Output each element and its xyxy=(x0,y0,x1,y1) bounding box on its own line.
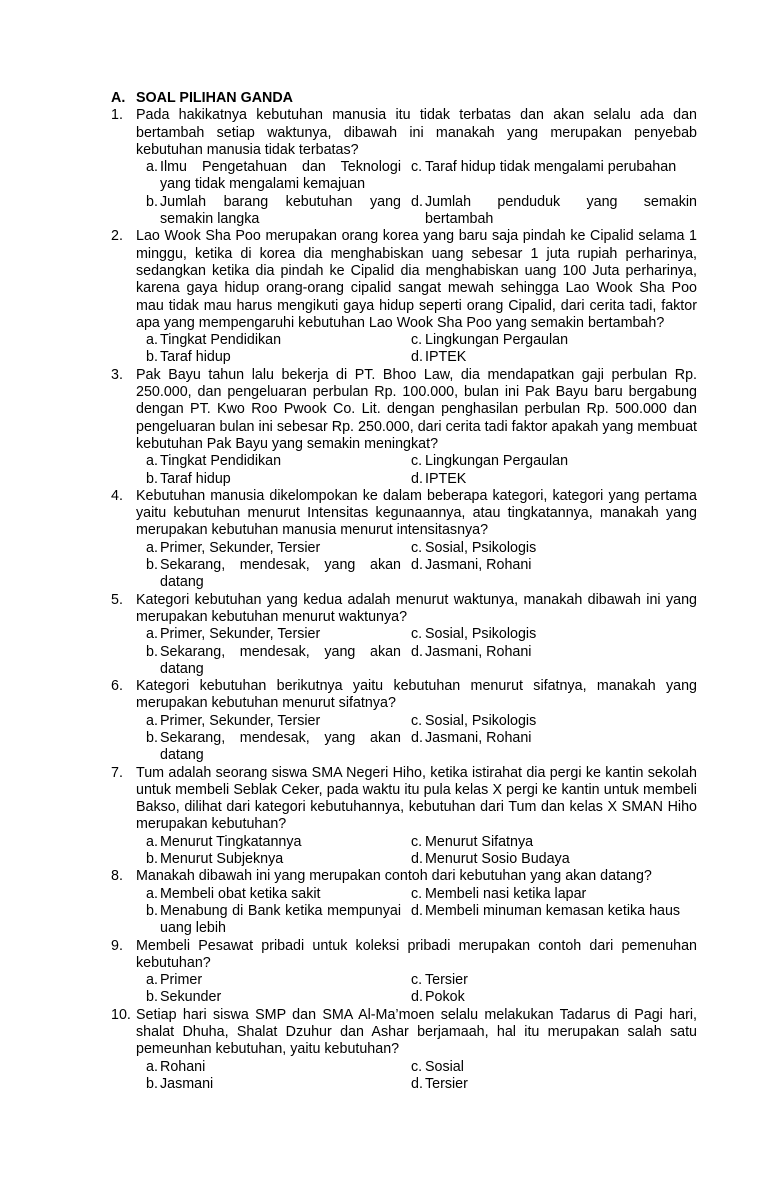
option-label: d. xyxy=(411,643,423,660)
option-text: Taraf hidup xyxy=(160,349,231,366)
option-label: d. xyxy=(411,989,423,1006)
option-text: Sosial xyxy=(425,1058,464,1075)
option-text: Tingkat Pendidikan xyxy=(160,453,282,470)
question-number: 3. xyxy=(111,366,123,383)
option-text: Jasmani, Rohani xyxy=(425,643,532,660)
option-label: d. xyxy=(411,729,423,746)
option-label: b. xyxy=(146,643,158,660)
option-label: b. xyxy=(146,902,158,919)
option-label: c. xyxy=(411,332,423,349)
question-text: Lao Wook Sha Poo merupakan orang korea yang baru saja pindah ke Cipalid selama 1 minggu, ketika di korea dia menghabiskan uang sebesar 1 juta rupiah perharinya, sedangkan ketika dia pindah ke Cipalid dia menghabiskan uang 100 Juta perharinya, karena gaya hidup orang-orang cipalid sangat mewah sehingga Lao Wook Sha Poo mau tidak mau harus mengikuti gaya hidup seperti orang Cipalid, dari cerita tadi, faktor apa yang mempengaruhi kebutuhan Lao Wook Sha Poo yang semakin bertambah? xyxy=(136,228,697,331)
option-text: IPTEK xyxy=(425,470,467,487)
question-body xyxy=(136,1007,697,1093)
option-label: a. xyxy=(146,159,158,176)
question-body xyxy=(136,765,697,869)
answer-options xyxy=(146,332,697,367)
option-label: c. xyxy=(411,626,423,643)
question-text: Kategori kebutuhan berikutnya yaitu kebutuhan menurut sifatnya, manakah yang merupakan kebutuhan menurut sifatnya? xyxy=(136,678,697,712)
question-item xyxy=(111,1007,697,1093)
option-label: d. xyxy=(411,851,423,868)
option-text: Tingkat Pendidikan xyxy=(160,332,282,349)
question-number: 10. xyxy=(111,1006,131,1023)
option-label: a. xyxy=(146,453,158,470)
option-label: b. xyxy=(146,557,158,574)
answer-options xyxy=(146,159,697,228)
option-text: Jasmani, Rohani xyxy=(425,729,532,746)
option-text: Menabung di Bank ketika mempunyai uang lebih xyxy=(160,902,401,937)
question-body xyxy=(136,678,697,764)
option-text: Membeli minuman kemasan ketika haus xyxy=(425,902,681,919)
option-text: Sosial, Psikologis xyxy=(425,712,537,729)
option-text: Rohani xyxy=(160,1058,206,1075)
option-text: Sekarang, mendesak, yang akan datang xyxy=(160,557,401,591)
question-number: 5. xyxy=(111,591,123,608)
option-label: a. xyxy=(146,972,158,989)
option-label: b. xyxy=(146,470,158,487)
option-label: a. xyxy=(146,885,158,902)
option-text: Taraf hidup xyxy=(160,470,231,487)
option-text: Sekunder xyxy=(160,989,222,1006)
section-label: A. xyxy=(111,90,126,106)
option-label: d. xyxy=(411,902,423,919)
question-item xyxy=(111,367,697,488)
option-text: Primer, Sekunder, Tersier xyxy=(160,712,321,729)
question-text: Manakah dibawah ini yang merupakan contoh dari kebutuhan yang akan datang? xyxy=(136,868,652,885)
option-text: Sekarang, mendesak, yang akan datang xyxy=(160,643,401,677)
option-label: a. xyxy=(146,833,158,850)
question-text: Pada hakikatnya kebutuhan manusia itu tidak terbatas dan akan selalu ada dan bertambah setiap waktunya, dibawah ini manakah yang merupakan penyebab kebutuhan manusia tidak terbatas? xyxy=(136,107,697,158)
option-text: Jasmani xyxy=(160,1075,214,1092)
question-body xyxy=(136,592,697,678)
question-body xyxy=(136,367,697,488)
option-label: c. xyxy=(411,539,423,556)
question-list xyxy=(111,107,697,1093)
question-item xyxy=(111,228,697,366)
option-text: Pokok xyxy=(425,989,465,1006)
answer-options xyxy=(146,972,697,1007)
question-number: 7. xyxy=(111,764,123,781)
option-label: c. xyxy=(411,885,423,902)
section-title: SOAL PILIHAN GANDA xyxy=(136,90,294,106)
section-heading xyxy=(111,90,697,107)
option-label: b. xyxy=(146,729,158,746)
option-text: Membeli nasi ketika lapar xyxy=(425,885,587,902)
option-text: Menurut Subjeknya xyxy=(160,851,284,868)
question-text: Pak Bayu tahun lalu bekerja di PT. Bhoo Law, dia mendapatkan gaji perbulan Rp. 250.000, dan pengeluaran perbulan Rp. 100.000, bulan ini Pak Bayu baru bergabung dengan PT. Kwo Roo Pwook Co. Lit. dengan penghasilan perbulan Rp. 500.000 dan pengeluaran bulan ini sebesar Rp. 250.000, dari cerita tadi faktor apakah yang membuat kebutuhan Pak Bayu yang semakin meningkat? xyxy=(136,366,697,452)
question-text: Tum adalah seorang siswa SMA Negeri Hiho, ketika istirahat dia pergi ke kantin sekolah untuk membeli Seblak Ceker, pada waktu itu pula kelas X pergi ke kantin untuk membeli Bakso, dilihat dari kategori kebutuhannya, kebutuhan dari Tum dan kelas X SMAN Hiho merupakan kebutuhan? xyxy=(136,764,697,833)
option-label: a. xyxy=(146,712,158,729)
option-text: Jasmani, Rohani xyxy=(425,557,532,574)
question-item xyxy=(111,765,697,869)
option-label: d. xyxy=(411,1075,423,1092)
answer-options xyxy=(146,834,697,869)
option-text: Primer, Sekunder, Tersier xyxy=(160,539,321,556)
question-item xyxy=(111,938,697,1007)
option-label: b. xyxy=(146,349,158,366)
option-label: d. xyxy=(411,193,423,210)
question-item xyxy=(111,592,697,678)
question-item xyxy=(111,868,697,937)
question-text: Setiap hari siswa SMP dan SMA Al-Ma’moen selalu melakukan Tadarus di Pagi hari, shalat Dhuha, Shalat Dzuhur dan Ashar berjamaah, hal itu merupakan salah satu pemeunhan kebutuhan, yaitu kebutuhan? xyxy=(136,1006,697,1058)
option-text: Membeli obat ketika sakit xyxy=(160,885,321,902)
question-item xyxy=(111,678,697,764)
question-body xyxy=(136,868,697,937)
answer-options xyxy=(146,1059,697,1094)
option-text: Tersier xyxy=(425,1075,468,1092)
question-item xyxy=(111,488,697,592)
question-number: 8. xyxy=(111,868,123,885)
option-text: Sekarang, mendesak, yang akan datang xyxy=(160,729,401,764)
answer-options xyxy=(146,626,697,678)
option-label: a. xyxy=(146,332,158,349)
question-body xyxy=(136,938,697,1007)
question-number: 6. xyxy=(111,678,123,695)
option-label: a. xyxy=(146,626,158,643)
option-label: c. xyxy=(411,833,423,850)
option-label: b. xyxy=(146,1075,158,1092)
question-number: 2. xyxy=(111,228,123,245)
option-text: Jumlah barang kebutuhan yang semakin langka xyxy=(160,193,401,228)
option-text: IPTEK xyxy=(425,349,467,366)
option-text: Menurut Tingkatannya xyxy=(160,833,302,850)
option-text: Lingkungan Pergaulan xyxy=(425,332,569,349)
option-text: Ilmu Pengetahuan dan Teknologi yang tidak mengalami kemajuan xyxy=(160,159,401,193)
option-label: d. xyxy=(411,349,423,366)
option-label: b. xyxy=(146,851,158,868)
question-number: 4. xyxy=(111,487,123,504)
option-label: c. xyxy=(411,159,423,176)
option-label: c. xyxy=(411,972,423,989)
question-body xyxy=(136,107,697,228)
answer-options xyxy=(146,453,697,488)
option-text: Sosial, Psikologis xyxy=(425,626,537,643)
question-item xyxy=(111,107,697,228)
option-text: Primer, Sekunder, Tersier xyxy=(160,626,321,643)
option-label: b. xyxy=(146,193,158,210)
option-label: c. xyxy=(411,712,423,729)
option-label: d. xyxy=(411,470,423,487)
answer-options xyxy=(146,713,697,765)
answer-options xyxy=(146,886,697,938)
question-number: 9. xyxy=(111,937,123,954)
option-label: a. xyxy=(146,539,158,556)
question-body xyxy=(136,488,697,592)
option-label: c. xyxy=(411,453,423,470)
option-text: Menurut Sosio Budaya xyxy=(425,851,570,868)
option-text: Jumlah penduduk yang semakin bertambah xyxy=(425,193,697,228)
option-text: Lingkungan Pergaulan xyxy=(425,453,569,470)
option-label: a. xyxy=(146,1058,158,1075)
option-text: Primer xyxy=(160,972,203,989)
option-text: Sosial, Psikologis xyxy=(425,539,537,556)
answer-options xyxy=(146,540,697,592)
question-body xyxy=(136,228,697,366)
option-text: Tersier xyxy=(425,972,468,989)
option-text: Taraf hidup tidak mengalami perubahan xyxy=(425,159,677,176)
question-number: 1. xyxy=(111,107,123,124)
option-text: Menurut Sifatnya xyxy=(425,833,534,850)
document-content xyxy=(111,90,697,1093)
question-text: Kebutuhan manusia dikelompokan ke dalam beberapa kategori, kategori yang pertama yaitu kebutuhan menurut Intensitas kegunaannya, atau tingkatannya, manakah yang merupakan kebutuhan manusia menurut intensitasnya? xyxy=(136,487,697,539)
option-label: c. xyxy=(411,1058,423,1075)
question-text: Kategori kebutuhan yang kedua adalah menurut waktunya, manakah dibawah ini yang merupakan kebutuhan menurut waktunya? xyxy=(136,591,697,625)
option-label: d. xyxy=(411,557,423,574)
question-text: Membeli Pesawat pribadi untuk koleksi pribadi merupakan contoh dari pemenuhan kebutuhan? xyxy=(136,937,697,971)
option-label: b. xyxy=(146,989,158,1006)
